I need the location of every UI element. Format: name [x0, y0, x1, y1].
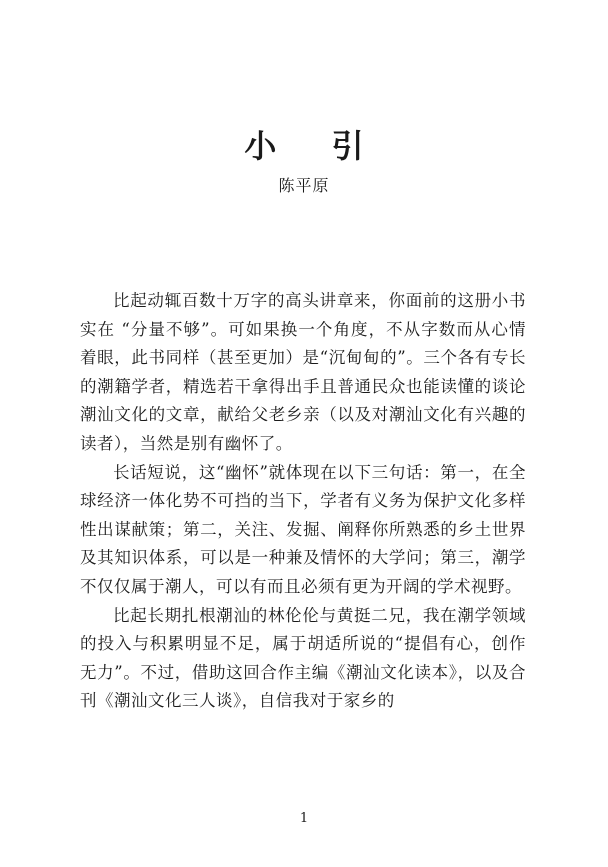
paragraph-1: 比起动辄百数十万字的高头讲章来，你面前的这册小书实在 “分量不够”。可如果换一个角度，不从字数而从心情着眼，此书同样（甚至更加）是“沉甸甸的”。三个各有专长的潮籍学者，精选若干拿得出手且普通民众也能读懂的谈论潮汕文化的文章，献给父老乡亲（以及对潮汕文化有兴趣的读者），当然是别有幽怀了。 [80, 291, 526, 453]
author-name: 陈平原 [278, 176, 330, 195]
page-number: 1 [299, 811, 309, 826]
body-text [80, 287, 526, 716]
paragraph-3: 比起长期扎根潮汕的林伦伦与黄挺二兄，我在潮学领域的投入与积累明显不足，属于胡适所说的“提倡有心，创作无力”。不过，借助这回合作主编《潮汕文化读本》，以及合刊《潮汕文化三人谈》，自信我对于家乡的 [80, 605, 526, 711]
page-title: 小 引 [244, 127, 386, 165]
paragraph-2: 长话短说，这“幽怀”就体现在以下三句话：第一，在全球经济一体化势不可挡的当下，学者有义务为保护文化多样性出谋献策；第二，关注、发掘、阐释你所熟悉的乡土世界及其知识体系，可以是一种兼及情怀的大学问；第三，潮学不仅仅属于潮人，可以有而且必须有更为开阔的学术视野。 [80, 462, 526, 596]
